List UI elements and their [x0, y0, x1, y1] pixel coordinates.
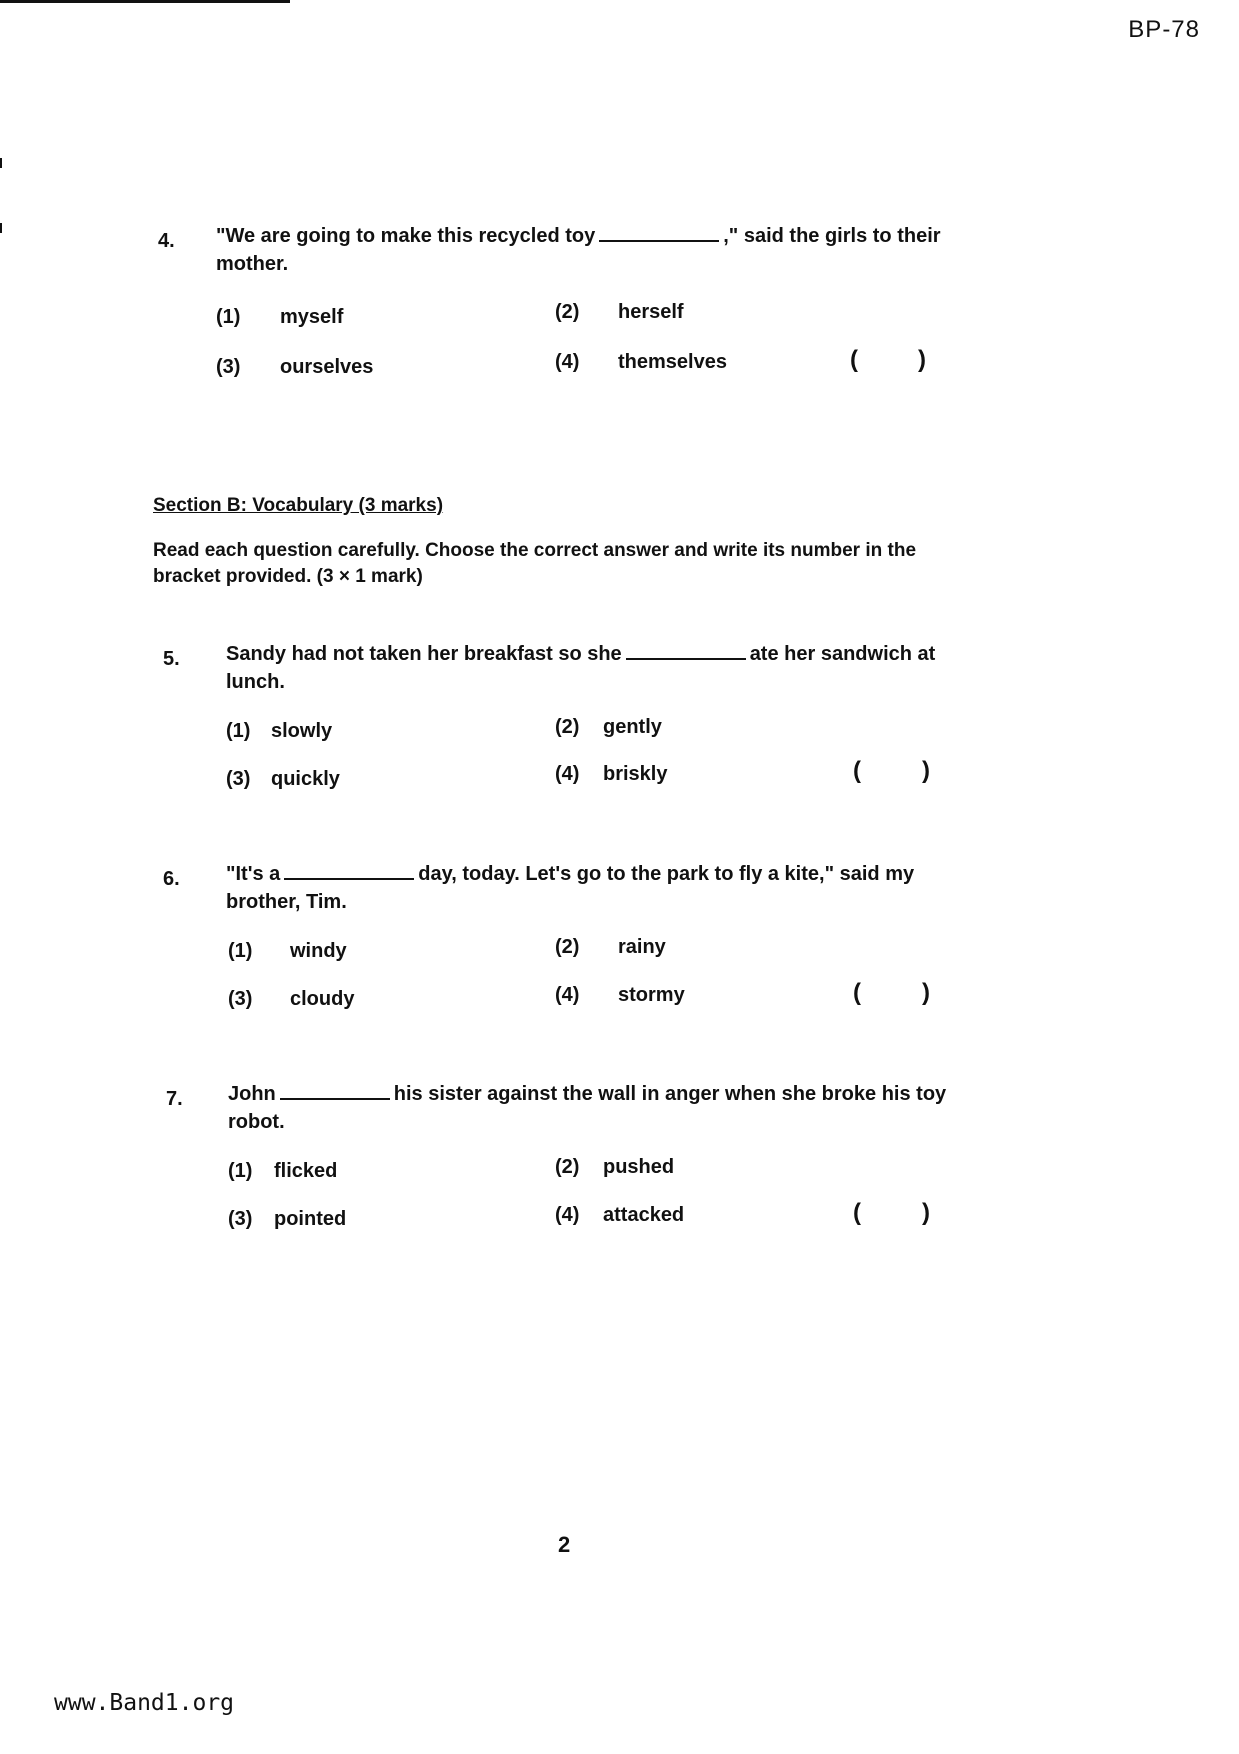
- option-text: ourselves: [280, 356, 374, 378]
- option-text: herself: [618, 301, 684, 323]
- answer-bracket-open[interactable]: (: [853, 1199, 861, 1226]
- answer-blank: [599, 222, 719, 242]
- section-instructions: Read each question carefully. Choose the correct answer and write its number in the bracket provided. (3 × 1 mark): [153, 540, 917, 587]
- option-text: attacked: [603, 1204, 685, 1226]
- option-number: (1): [216, 306, 241, 328]
- option-text: flicked: [274, 1160, 338, 1182]
- page-number: 2: [558, 1532, 571, 1557]
- question-number: 7.: [166, 1088, 183, 1110]
- answer-bracket-close[interactable]: ): [922, 979, 930, 1006]
- option-text: gently: [603, 716, 662, 738]
- option-number: (3): [228, 1208, 253, 1230]
- option-number: (3): [228, 988, 253, 1010]
- option-text: cloudy: [290, 988, 355, 1010]
- option-number: (1): [228, 1160, 253, 1182]
- website-watermark: www.Band1.org: [54, 1690, 235, 1716]
- option-text: quickly: [271, 768, 340, 790]
- answer-bracket-close[interactable]: ): [922, 1199, 930, 1226]
- answer-blank: [284, 860, 414, 880]
- option-text: rainy: [618, 936, 666, 958]
- option-text: slowly: [271, 720, 333, 742]
- option-text: stormy: [618, 984, 685, 1006]
- option-number: (4): [555, 763, 580, 785]
- option-number: (1): [228, 940, 253, 962]
- answer-bracket-close[interactable]: ): [918, 346, 926, 373]
- option-text: windy: [290, 940, 347, 962]
- option-number: (4): [555, 984, 580, 1006]
- answer-blank: [280, 1080, 390, 1100]
- section-title: Section B: Vocabulary (3 marks): [153, 495, 444, 516]
- option-number: (3): [226, 768, 251, 790]
- option-text: myself: [280, 306, 344, 328]
- page-code: BP-78: [1128, 16, 1200, 43]
- option-number: (2): [555, 936, 580, 958]
- option-text: pushed: [603, 1156, 675, 1178]
- option-number: (2): [555, 716, 580, 738]
- answer-bracket-open[interactable]: (: [850, 346, 858, 373]
- option-number: (3): [216, 356, 241, 378]
- option-number: (4): [555, 1204, 580, 1226]
- answer-bracket-open[interactable]: (: [853, 757, 861, 784]
- option-text: briskly: [603, 763, 668, 785]
- option-number: (2): [555, 1156, 580, 1178]
- question-number: 6.: [163, 868, 180, 890]
- option-number: (4): [555, 351, 580, 373]
- question-number: 5.: [163, 648, 180, 670]
- answer-bracket-close[interactable]: ): [922, 757, 930, 784]
- question-text: John his sister against the wall in anger when she broke his toy robot.: [228, 1080, 948, 1136]
- edge-mark: [0, 158, 2, 168]
- option-text: themselves: [618, 351, 727, 373]
- answer-bracket-open[interactable]: (: [853, 979, 861, 1006]
- edge-mark: [0, 223, 2, 233]
- option-text: pointed: [274, 1208, 347, 1230]
- question-text: "It's a day, today. Let's go to the park to fly a kite," said my brother, Tim.: [226, 860, 946, 916]
- option-number: (2): [555, 301, 580, 323]
- question-text: Sandy had not taken her breakfast so she ate her sandwich at lunch.: [226, 640, 936, 696]
- question-number: 4.: [158, 230, 175, 252]
- question-text: "We are going to make this recycled toy ," said the girls to their mother.: [216, 222, 976, 278]
- top-rule: [0, 0, 290, 3]
- answer-blank: [626, 640, 746, 660]
- option-number: (1): [226, 720, 251, 742]
